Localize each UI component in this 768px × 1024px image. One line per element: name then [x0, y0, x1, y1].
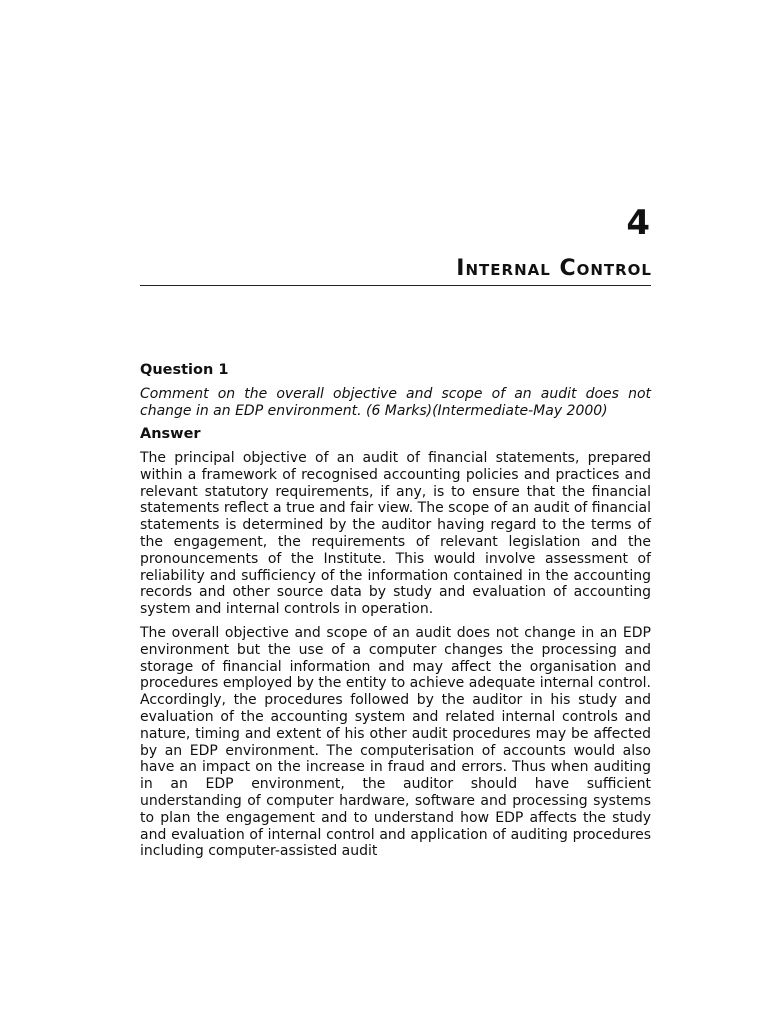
- answer-heading: Answer: [140, 426, 201, 442]
- title-divider: [140, 285, 651, 286]
- answer-paragraph: The overall objective and scope of an audit does not change in an EDP environment but the use of a computer changes the processing and storage of financial information and may affect the organisation and procedures employed by the entity to achieve adequate internal control. Accordingly, the procedures followed by the auditor in his study and evaluation of the accounting system and related internal controls and nature, timing and extent of his other audit procedures may be affected by an EDP environment. The computerisation of accounts would also have an impact on the increase in fraud and errors. Thus when auditing in an EDP environment, the auditor should have sufficient understanding of computer hardware, software and processing systems to plan the engagement and to understand how EDP affects the study and evaluation of internal control and application of auditing procedures including computer-assisted audit: [140, 624, 651, 860]
- chapter-title: Internal Control: [456, 256, 652, 281]
- question-heading: Question 1: [140, 362, 229, 378]
- question-text: Comment on the overall objective and scope of an audit does not change in an EDP environment. (6 Marks)(Intermediate-May 2000): [140, 386, 651, 419]
- answer-paragraph: The principal objective of an audit of financial statements, prepared within a framework of recognised accounting policies and practices and relevant statutory requirements, if any, is to ensure that the financial statements reflect a true and fair view. The scope of an audit of financial statements is determined by the auditor having regard to the terms of the engagement, the requirements of relevant legislation and the pronouncements of the Institute. This would involve assessment of reliability and sufficiency of the information contained in the accounting records and other source data by study and evaluation of accounting system and internal controls in operation.: [140, 450, 651, 618]
- page-content: [140, 360, 651, 867]
- chapter-number: 4: [626, 203, 650, 243]
